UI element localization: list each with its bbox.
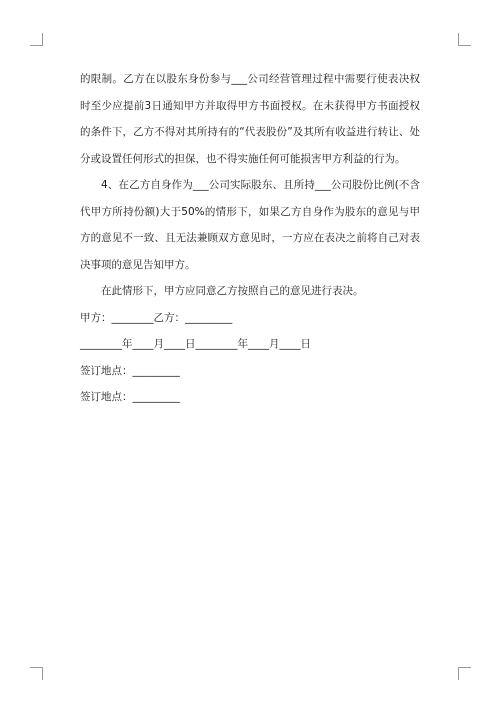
crop-mark-top-right [458, 33, 471, 46]
document-body [80, 66, 420, 411]
signature-parties-line: 甲方：________乙方：_________ [80, 311, 233, 324]
paragraph-clause-4: 4、在乙方自身作为___公司实际股东、且所持___公司股份比例(不含代甲方所持份额)大于50%的情形下，如果乙方自身作为股东的意见与甲方的意见不一致、且无法兼顾双方意见时，一方应在表决之前将自己对表决事项的意见告知甲方。 [80, 179, 420, 271]
crop-mark-top-left [30, 33, 43, 46]
signature-date-line: ________年____月____日________年____月____日 [80, 338, 311, 350]
paragraph-voting: 在此情形下，甲方应同意乙方按照自己的意见进行表决。 [101, 285, 364, 297]
crop-mark-bottom-right [458, 667, 471, 680]
crop-mark-bottom-left [30, 667, 43, 680]
signing-place-line-1: 签订地点：_________ [80, 364, 180, 377]
paragraph-restriction: 的限制。乙方在以股东身份参与___公司经营管理过程中需要行使表决权时至少应提前3日通知甲方并取得甲方书面授权。在未获得甲方书面授权的条件下，乙方不得对其所持有的“代表股份”及其所有收益进行转让、处分或设置任何形式的担保，也不得实施任何可能损害甲方利益的行为。 [80, 73, 420, 165]
signing-place-line-2: 签订地点：_________ [80, 391, 180, 403]
